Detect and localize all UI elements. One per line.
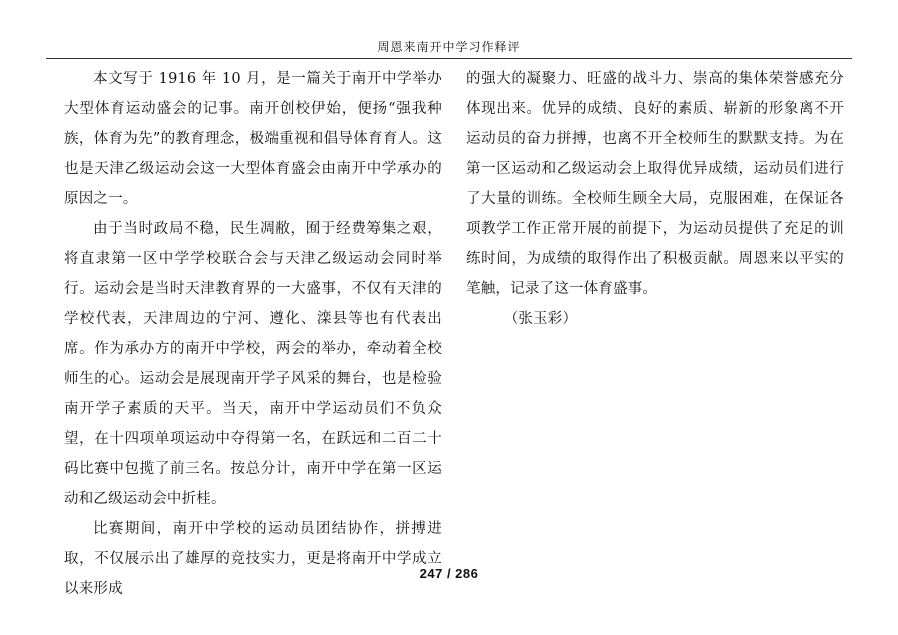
right-column xyxy=(466,64,844,334)
left-column xyxy=(64,64,442,604)
paragraph-continuation: 的强大的凝聚力、旺盛的战斗力、崇高的集体荣誉感充分体现出来。优异的成绩、良好的素质、崭新的形象离不开运动员的奋力拼搏，也离不开全校师生的默默支持。为在第一区运动和乙级运动会上取得优异成绩，运动员们进行了大量的训练。全校师生顾全大局，克服困难，在保证各项教学工作正常开展的前提下，为运动员提供了充足的训练时间，为成绩的取得作出了积极贡献。周恩来以平实的笔触，记录了这一体育盛事。 xyxy=(466,71,844,297)
page-number: 247 / 286 xyxy=(419,566,479,581)
paragraph-teamwork: 比赛期间，南开中学校的运动员团结协作，拼搏进取，不仅展示出了雄厚的竞技实力，更是将南开中学成立以来形成 xyxy=(64,521,442,597)
running-header: 周恩来南开中学习作释评 xyxy=(377,40,521,54)
paragraph-meet-details: 由于当时政局不稳，民生凋敝，囿于经费筹集之艰，将直隶第一区中学学校联合会与天津乙级运动会同时举行。运动会是当时天津教育界的一大盛事，不仅有天津的学校代表，天津周边的宁河、遵化、滦县等也有代表出席。作为承办方的南开中学校，两会的举办，牵动着全校师生的心。运动会是展现南开学子风采的舞台，也是检验南开学子素质的天平。当天，南开中学运动员们不负众望，在十四项单项运动中夺得第一名，在跃远和二百二十码比赛中包揽了前三名。按总分计，南开中学在第一区运动和乙级运动会中折桂。 xyxy=(64,221,442,507)
author-attribution: （张玉彩） xyxy=(503,311,578,327)
paragraph-intro: 本文写于 1916 年 10 月，是一篇关于南开中学举办大型体育运动盛会的记事。南开创校伊始，便扬“强我种族，体育为先”的教育理念，极端重视和倡导体育育人。这也是天津乙级运动会这一大型体育盛会由南开中学承办的原因之一。 xyxy=(64,71,442,207)
header-divider xyxy=(46,58,852,59)
